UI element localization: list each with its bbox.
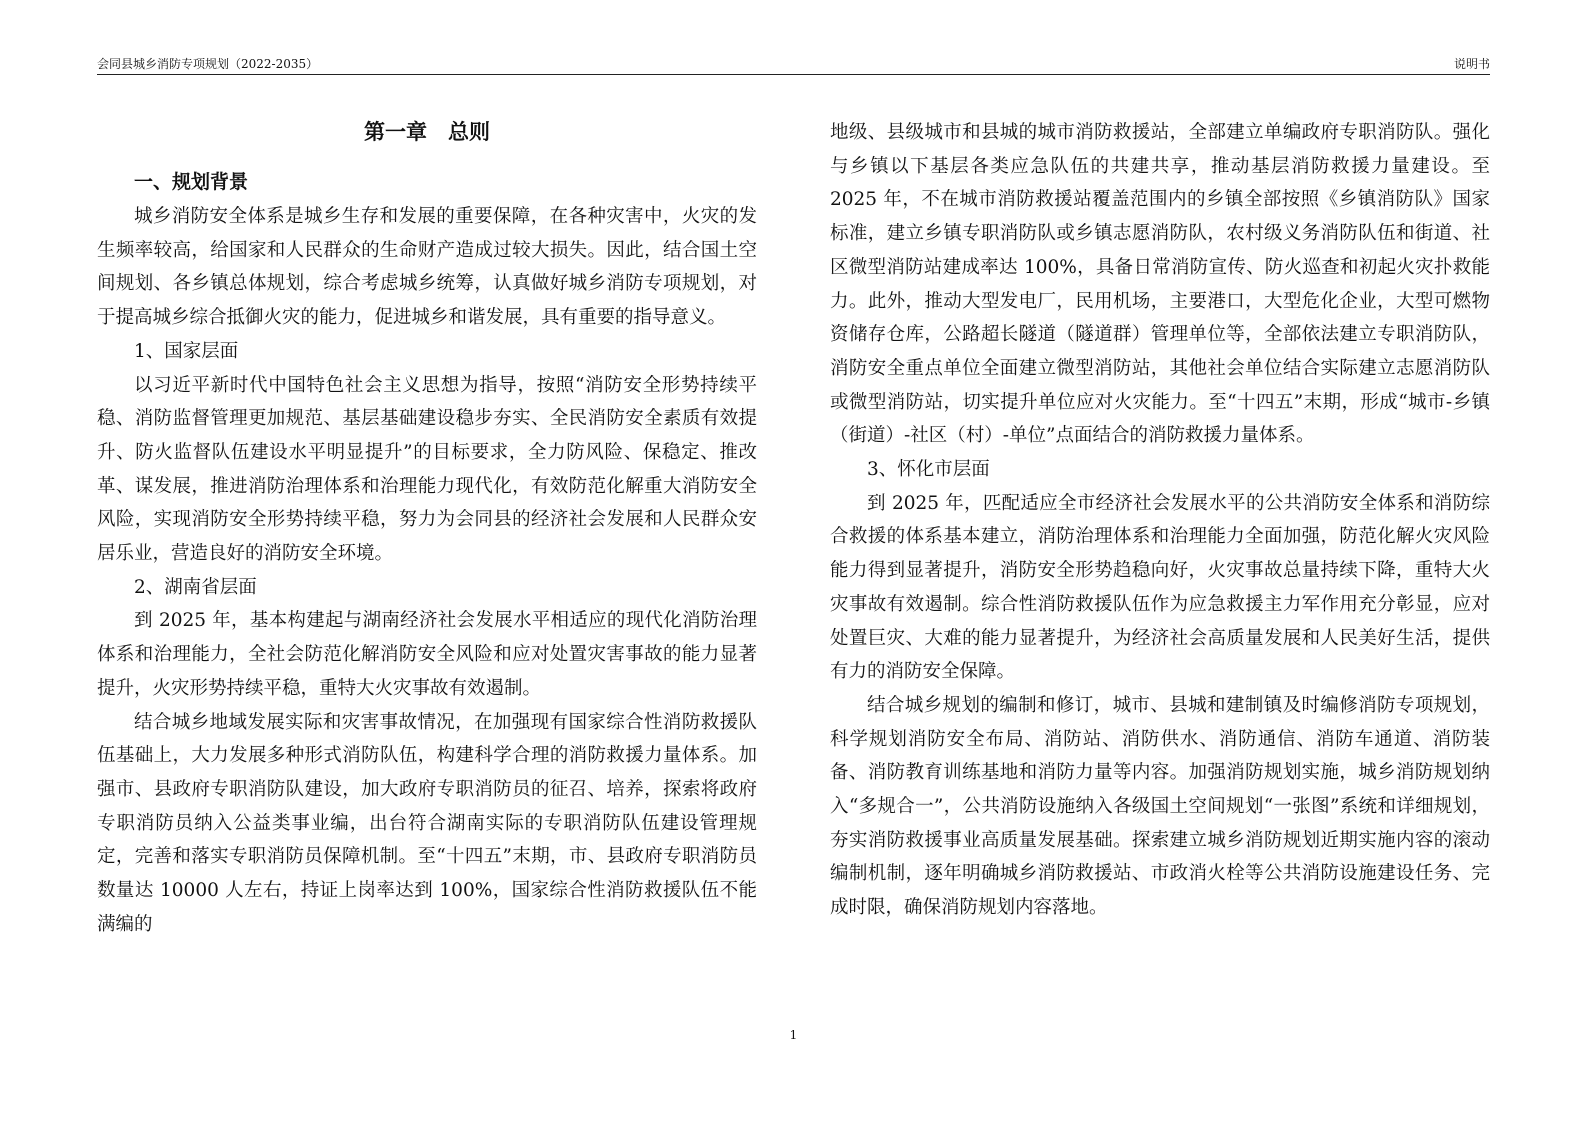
left-column: [97, 112, 757, 941]
national-paragraph: 以习近平新时代中国特色社会主义思想为指导，按照“消防安全形势持续平稳、消防监督管理更加规范、基层基础建设稳步夯实、全民消防安全素质有效提升、防火监督队伍建设水平明显提升”的目标要求，全力防风险、保稳定、推改革、谋发展，推进消防治理体系和治理能力现代化，有效防范化解重大消防安全风险，实现消防安全形势持续平稳，努力为会同县的经济社会发展和人民群众安居乐业，营造良好的消防安全环境。: [97, 374, 757, 565]
intro-paragraph: 城乡消防安全体系是城乡生存和发展的重要保障，在各种灾害中，火灾的发生频率较高，给国家和人民群众的生命财产造成过较大损失。因此，结合国土空间规划、各乡镇总体规划，综合考虑城乡统筹，认真做好城乡消防专项规划，对于提高城乡综合抵御火灾的能力，促进城乡和谐发展，具有重要的指导意义。: [97, 206, 757, 329]
national-heading: 1、国家层面: [134, 340, 239, 362]
page-number: 1: [789, 1028, 798, 1042]
huaihua-paragraph-1: 到 2025 年，匹配适应全市经济社会发展水平的公共消防安全体系和消防综合救援的体系基本建立，消防治理体系和治理能力全面加强，防范化解火灾风险能力得到显著提升，消防安全形势趋稳向好，火灾事故总量持续下降，重特大火灾事故有效遏制。综合性消防救援队伍作为应急救援主力军作用充分彰显，应对处置巨灾、大难的能力显著提升，为经济社会高质量发展和人民美好生活，提供有力的消防安全保障。: [830, 492, 1490, 683]
huaihua-heading: 3、怀化市层面: [867, 459, 990, 481]
section-title: 一、规划背景: [134, 171, 249, 193]
document-title: 会同县城乡消防专项规划（2022-2035）: [97, 57, 319, 71]
document-type: 说明书: [1453, 57, 1490, 71]
hunan-heading: 2、湖南省层面: [134, 576, 257, 598]
right-column: [830, 116, 1490, 925]
page-header: [97, 56, 1490, 75]
hunan-paragraph-2: 结合城乡地域发展实际和灾害事故情况，在加强现有国家综合性消防救援队伍基础上，大力发展多种形式消防队伍，构建科学合理的消防救援力量体系。加强市、县政府专职消防队建设，加大政府专职消防员的征召、培养，探索将政府专职消防员纳入公益类事业编，出台符合湖南实际的专职消防队伍建设管理规定，完善和落实专职消防员保障机制。至“十四五”末期，市、县政府专职消防员数量达 10000 人左右，持证上岗率达到 100%，国家综合性消防救援队伍不能满编的: [97, 711, 757, 935]
hunan-paragraph-2-continued: 地级、县级城市和县城的城市消防救援站，全部建立单编政府专职消防队。强化与乡镇以下基层各类应急队伍的共建共享，推动基层消防救援力量建设。至 2025 年，不在城市消防救援站覆盖范围内的乡镇全部按照《乡镇消防队》国家标准，建立乡镇专职消防队或乡镇志愿消防队，农村级义务消防队伍和街道、社区微型消防站建成率达 100%，具备日常消防宣传、防火巡查和初起火灾扑救能力。此外，推动大型发电厂，民用机场，主要港口，大型危化企业，大型可燃物资储存仓库，公路超长隧道（隧道群）管理单位等，全部依法建立专职消防队，消防安全重点单位全面建立微型消防站，其他社会单位结合实际建立志愿消防队或微型消防站，切实提升单位应对火灾能力。至“十四五”末期，形成“城市-乡镇（街道）-社区（村）-单位”点面结合的消防救援力量体系。: [830, 122, 1490, 447]
huaihua-paragraph-2: 结合城乡规划的编制和修订，城市、县城和建制镇及时编修消防专项规划，科学规划消防安全布局、消防站、消防供水、消防通信、消防车通道、消防装备、消防教育训练基地和消防力量等内容。加强消防规划实施，城乡消防规划纳入“多规合一”，公共消防设施纳入各级国土空间规划“一张图”系统和详细规划，夯实消防救援事业高质量发展基础。探索建立城乡消防规划近期实施内容的滚动编制机制，逐年明确城乡消防救援站、市政消火栓等公共消防设施建设任务、完成时限，确保消防规划内容落地。: [830, 694, 1490, 919]
chapter-title: 第一章 总则: [364, 120, 490, 144]
hunan-paragraph-1: 到 2025 年，基本构建起与湖南经济社会发展水平相适应的现代化消防治理体系和治理能力，全社会防范化解消防安全风险和应对处置灾害事故的能力显著提升，火灾形势持续平稳，重特大火灾事故有效遏制。: [97, 610, 757, 699]
